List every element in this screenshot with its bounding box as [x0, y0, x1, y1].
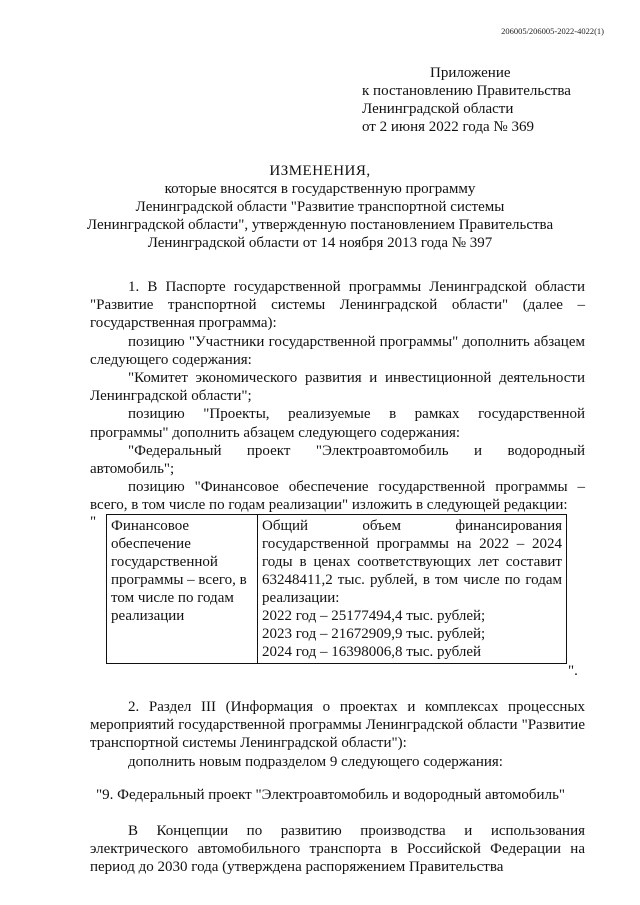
heading-line: Ленинградской области от 14 ноября 2013 года № 397 [147, 235, 493, 251]
appendix-line: к постановлению Правительства [362, 83, 571, 99]
paragraph-1: 1. В Паспорте государственной программы Ленинградской области "Развитие транспортной системы Ленинградской области" (далее – государственная программа): [90, 279, 585, 332]
heading-line: Ленинградской области "Развитие транспортной системы [135, 199, 505, 215]
appendix-line: от 2 июня 2022 года № 369 [362, 119, 534, 135]
financing-year: 2023 год – 21672909,9 тыс. рублей; [262, 626, 486, 642]
heading-line: Ленинградской области", утвержденную постановлением Правительства [86, 217, 554, 233]
paragraph-6: позицию "Финансовое обеспечение государственной программы – всего, в том числе по годам реализации" изложить в следующей редакции: [90, 479, 585, 514]
section-title: "9. Федеральный проект "Электроавтомобиль и водородный автомобиль" [96, 787, 566, 803]
appendix-line: Приложение [430, 65, 511, 81]
table-row [107, 515, 567, 664]
financing-table [106, 514, 567, 664]
appendix-line: Ленинградской области [362, 101, 514, 117]
financing-total: Общий объем финансирования государственной программы на 2022 – 2024 годы в ценах соответствующих лет составит 63248411,2 тыс. рублей, в том числе по годам реализации: [262, 518, 562, 606]
paragraph-7: 2. Раздел III (Информация о проектах и комплексах процессных мероприятий государственной программы Ленинградской области "Развитие транспортной системы Ленинградской области"): [90, 699, 585, 752]
body-text-top [90, 278, 585, 515]
table-cell-label: Финансовое обеспечение государственной программы – всего, в том числе по годам реализации [107, 515, 258, 664]
table-cell-value [258, 515, 567, 664]
appendix-block [362, 64, 571, 136]
paragraph-4: позицию "Проекты, реализуемые в рамках государственной программы" дополнить абзацем следующего содержания: [90, 406, 585, 441]
table-quote-close: ". [568, 663, 578, 679]
document-heading [40, 162, 600, 252]
financing-year: 2024 год – 16398006,8 тыс. рублей [262, 644, 482, 660]
financing-year: 2022 год – 25177494,4 тыс. рублей; [262, 608, 486, 624]
table-quote-open: " [90, 514, 97, 530]
paragraph-5: "Федеральный проект "Электроавтомобиль и водородный автомобиль"; [90, 442, 585, 478]
body-text-middle [90, 698, 585, 771]
paragraph-9: В Концепции по развитию производства и использования электрического автомобильного транспорта в Российской Федерации на период до 2030 года (утверждена распоряжением Правительства [90, 823, 585, 876]
body-text-bottom [90, 822, 585, 877]
paragraph-3: "Комитет экономического развития и инвестиционной деятельности Ленинградской области"; [90, 370, 585, 405]
paragraph-8: дополнить новым подразделом 9 следующего содержания: [128, 753, 503, 770]
heading-title: ИЗМЕНЕНИЯ, [269, 163, 371, 179]
heading-line: которые вносятся в государственную программу [164, 181, 476, 197]
paragraph-2: позицию "Участники государственной программы" дополнить абзацем следующего содержания: [90, 333, 585, 368]
document-number: 206005/206005-2022-4022(1) [501, 26, 604, 36]
